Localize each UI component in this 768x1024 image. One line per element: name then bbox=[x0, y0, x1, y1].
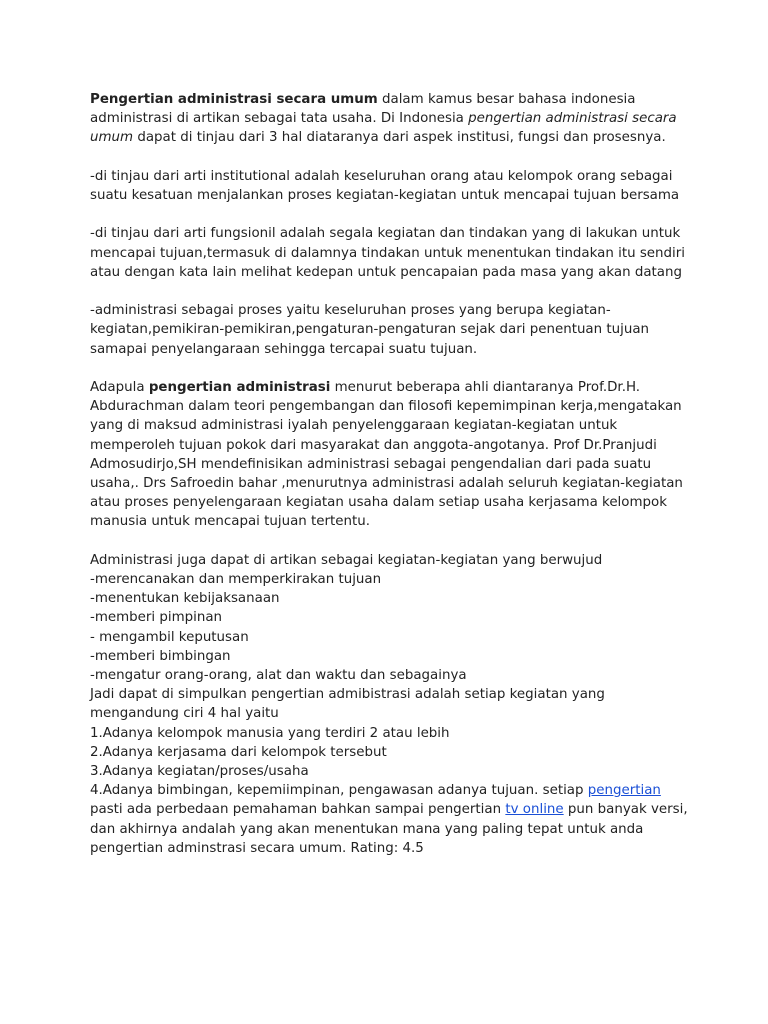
activities-section bbox=[90, 551, 690, 858]
text-span: dapat di tinjau dari 3 hal diataranya dari aspek institusi, fungsi dan prosesnya. bbox=[133, 130, 666, 146]
link-tv-online[interactable]: tv online bbox=[505, 802, 564, 818]
list-item: -merencanakan dan memperkirakan tujuan bbox=[90, 572, 382, 587]
final-paragraph bbox=[90, 781, 690, 858]
list-item: -memberi pimpinan bbox=[90, 610, 223, 626]
text-span: pun banyak versi, dan akhirnya andalah yang akan menentukan mana yang paling tepat untuk anda pengertian adminstrasi secara umum. Rating: 4.5 bbox=[90, 802, 688, 856]
paragraph-institutional: -di tinjau dari arti institutional adalah keseluruhan orang atau kelompok orang sebagai suatu kesatuan menjalankan proses kegiatan-kegiatan untuk mencapai tujuan bersama bbox=[90, 168, 680, 203]
conclusion-text: Jadi dapat di simpulkan pengertian admibistrasi adalah setiap kegiatan yang mengandung ciri 4 hal yaitu bbox=[90, 687, 605, 722]
list-item: -memberi bimbingan bbox=[90, 648, 231, 664]
text-span: 4.Adanya bimbingan, kepemiimpinan, pengawasan adanya tujuan. setiap bbox=[90, 783, 588, 799]
list-item: - mengambil keputusan bbox=[90, 629, 249, 645]
text-span: menurut beberapa ahli diantaranya Prof.Dr.H. Abdurachman dalam teori pengembangan dan filosofi kepemimpinan kerja,mengatakan yang di maksud administrasi iyalah penyelenggaraan kegiatan-kegiatan untuk memperoleh tujuan pokok dari masyarakat dan anggota-angotanya. Prof Dr.Pranjudi Admosudirjo,SH mendefinisikan administrasi sebagai pengendalian dari pada suatu usaha,. Drs Safroedin bahar ,menurutnya administrasi adalah seluruh kegiatan-kegiatan atau proses penyelengaraan kegiatan usaha dalam setiap usaha kerjasama kelompok manusia untuk mencapai tujuan tertentu. bbox=[90, 379, 683, 530]
text-span: pasti ada perbedaan pemahaman bahkan sampai pengertian bbox=[90, 802, 506, 818]
paragraph-process: -administrasi sebagai proses yaitu keseluruhan proses yang berupa kegiatan-kegiatan,pemikiran-pemikiran,pengaturan-pengaturan sejak dari penentuan tujuan samapai penyelangaraan sehingga tercapai suatu tujuan. bbox=[90, 303, 650, 357]
paragraph-functional: -di tinjau dari arti fungsionil adalah segala kegiatan dan tindakan yang di lakukan untuk mencapai tujuan,termasuk di dalamnya tindakan untuk menentukan tindakan itu sendiri atau dengan kata lain melihat kedepan untuk pencapaian pada masa yang akan datang bbox=[90, 226, 685, 280]
link-pengertian[interactable]: pengertian bbox=[587, 783, 661, 799]
paragraph-experts bbox=[90, 378, 690, 532]
bold-term: pengertian administrasi bbox=[148, 379, 331, 395]
list-item: -mengatur orang-orang, alat dan waktu dan sebagainya bbox=[90, 668, 467, 684]
document-page bbox=[90, 90, 690, 858]
italic-term: pengertian administrasi secara umum bbox=[90, 111, 677, 146]
list-item: 2.Adanya kerjasama dari kelompok tersebut bbox=[90, 744, 387, 760]
bold-term: Pengertian administrasi secara umum bbox=[90, 92, 378, 107]
text-span: dalam kamus besar bahasa indonesia administrasi di artikan sebagai tata usaha. Di Indonesia bbox=[90, 92, 636, 127]
list-item: -menentukan kebijaksanaan bbox=[90, 591, 280, 607]
paragraph-intro bbox=[90, 90, 690, 148]
list-item: 1.Adanya kelompok manusia yang terdiri 2 atau lebih bbox=[90, 725, 450, 741]
list-item: 3.Adanya kegiatan/proses/usaha bbox=[90, 764, 309, 780]
text-span: Adapula bbox=[90, 379, 149, 395]
activities-intro: Administrasi juga dapat di artikan sebagai kegiatan-kegiatan yang berwujud bbox=[90, 552, 603, 568]
